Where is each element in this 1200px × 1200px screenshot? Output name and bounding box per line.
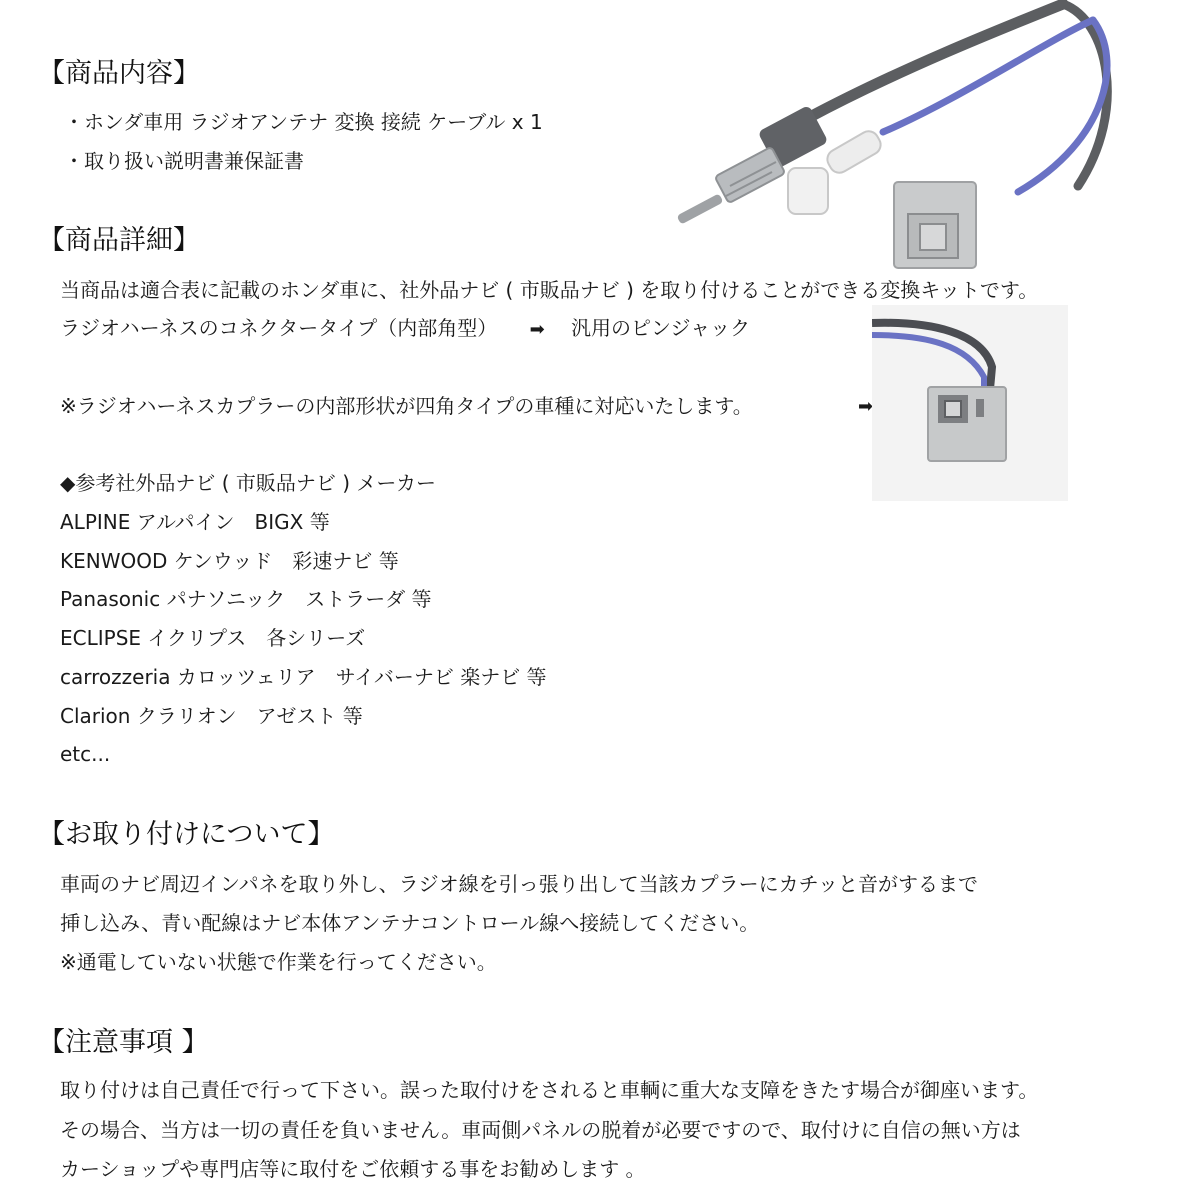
connector-to-type: 汎用のピンジャック <box>571 316 751 340</box>
maker-carrozzeria: carrozzeria カロッツェリア サイバーナビ 楽ナビ 等 <box>60 665 547 689</box>
caution-line: 取り付けは自己責任で行って下さい。誤った取付けをされると車輌に重大な支障をきたす場合が御座います。 <box>60 1078 1039 1102</box>
install-line: 挿し込み、青い配線はナビ本体アンテナコントロール線へ接続してください。 <box>60 911 760 935</box>
connector-closeup-photo <box>872 305 1068 501</box>
coupler-note: ※ラジオハーネスカプラーの内部形状が四角タイプの車種に対応いたします。 <box>60 394 753 418</box>
contents-heading: 【商品内容】 <box>38 58 200 89</box>
product-cable-photo <box>668 0 1200 282</box>
install-heading: 【お取り付けについて】 <box>38 819 335 850</box>
caution-heading: 【注意事項 】 <box>38 1027 209 1058</box>
install-line: ※通電していない状態で作業を行ってください。 <box>60 950 497 974</box>
maker-etc: etc... <box>60 742 111 766</box>
makers-heading: ◆参考社外品ナビ ( 市販品ナビ ) メーカー <box>60 471 437 495</box>
arrow-right-icon: ➡ <box>858 396 874 417</box>
arrow-right-icon: ➡ <box>529 319 545 340</box>
caution-line: その場合、当方は一切の責任を負いません。車両側パネルの脱着が必要ですので、取付けに自信の無い方は <box>60 1118 1021 1142</box>
contents-item-manual: ・取り扱い説明書兼保証書 <box>64 149 304 173</box>
maker-clarion: Clarion クラリオン アゼスト 等 <box>60 704 363 728</box>
maker-alpine: ALPINE アルパイン BIGX 等 <box>60 510 330 534</box>
details-description: 当商品は適合表に記載のホンダ車に、社外品ナビ ( 市販品ナビ ) を取り付けることができる変換キットです。 <box>60 278 1039 302</box>
maker-eclipse: ECLIPSE イクリプス 各シリーズ <box>60 626 366 650</box>
connector-from-type: ラジオハーネスのコネクタータイプ（内部角型） <box>60 316 498 340</box>
contents-item-cable: ・ホンダ車用 ラジオアンテナ 変換 接続 ケーブル x 1 <box>64 110 543 134</box>
caution-line: カーショップや専門店等に取付をご依頼する事をお勧めします 。 <box>60 1157 646 1181</box>
maker-kenwood: KENWOOD ケンウッド 彩速ナビ 等 <box>60 549 399 573</box>
details-heading: 【商品詳細】 <box>38 225 200 256</box>
install-line: 車両のナビ周辺インパネを取り外し、ラジオ線を引っ張り出して当該カプラーにカチッと音がするまで <box>60 872 978 896</box>
maker-panasonic: Panasonic パナソニック ストラーダ 等 <box>60 587 432 611</box>
connector-conversion <box>60 314 750 344</box>
